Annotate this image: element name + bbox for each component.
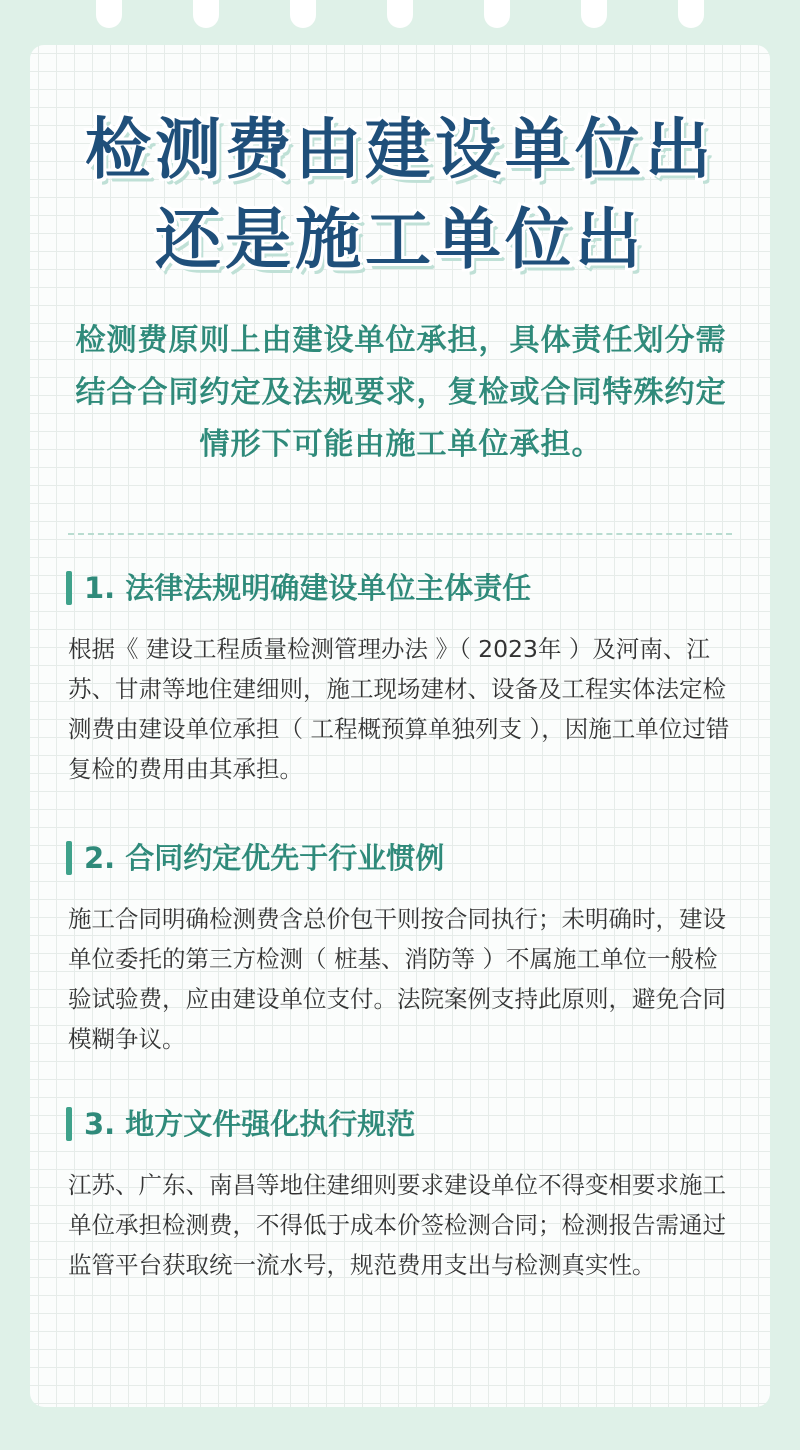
section-1 [66,565,738,789]
binder-tab [193,0,219,28]
section-2 [66,835,738,1059]
page-title [30,105,770,285]
section-accent-bar [66,1107,72,1141]
binder-tab [290,0,316,28]
section-body: 江苏、广东、南昌等地住建细则要求建设单位不得变相要求施工单位承担检测费，不得低于成本价签检测合同；检测报告需通过监管平台获取统一流水号，规范费用支出与检测真实性。 [68,1171,726,1279]
dashed-divider [68,533,732,535]
section-header [66,565,738,611]
title-line-1: 检测费由建设单位出 [85,111,715,188]
binder-tab [678,0,704,28]
section-title: 1. 法律法规明确建设单位主体责任 [84,571,532,605]
summary-text: 检测费原则上由建设单位承担，具体责任划分需结合合同约定及法规要求，复检或合同特殊约定情形下可能由施工单位承担。 [75,323,727,462]
section-header [66,835,738,881]
section-body: 根据《 建设工程质量检测管理办法 》（ 2023年 ）及河南、江苏、甘肃等地住建细则，施工现场建材、设备及工程实体法定检测费由建设单位承担（ 工程概预算单独列支 ），因施工单位过错复检的费用由其承担。 [68,635,730,783]
binder-tab [581,0,607,28]
title-line-2: 还是施工单位出 [155,201,645,278]
binder-tab [387,0,413,28]
section-accent-bar [66,571,72,605]
section-3 [66,1101,738,1285]
section-header [66,1101,738,1147]
section-body: 施工合同明确检测费含总价包干则按合同执行；未明确时，建设单位委托的第三方检测（ 桩基、消防等 ）不属施工单位一般检验试验费，应由建设单位支付。法院案例支持此原则，避免合同模糊争议。 [68,905,726,1053]
section-title: 2. 合同约定优先于行业惯例 [84,841,445,875]
binder-tabs [0,0,800,34]
section-title: 3. 地方文件强化执行规范 [84,1107,416,1141]
content-card [30,45,770,1407]
section-accent-bar [66,841,72,875]
binder-tab [484,0,510,28]
binder-tab [96,0,122,28]
